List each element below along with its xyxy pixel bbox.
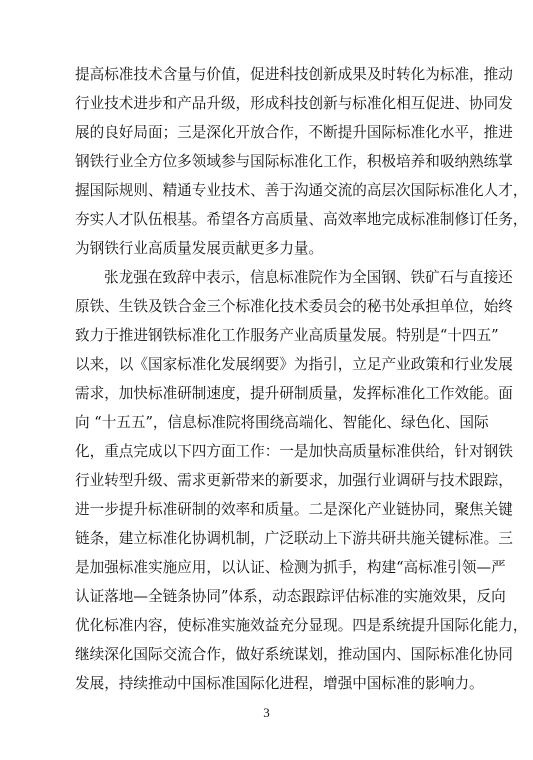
text-line: 化，重点完成以下四方面工作：一是加快高质量标准供给，针对钢铁 xyxy=(75,443,513,460)
text-line: 提高标准技术含量与价值，促进科技创新成果及时转化为标准，推动 xyxy=(75,66,513,83)
text-line: 握国际规则、精通专业技术、善于沟通交流的高层次国际标准化人才， xyxy=(75,182,528,199)
text-line: 行业技术进步和产品升级，形成科技创新与标准化相互促进、协同发 xyxy=(75,95,513,112)
text-line: 向 “十五五”，信息标准院将围绕高端化、智能化、绿色化、国际 xyxy=(75,414,489,431)
text-line: 优化标准内容，使标准实施效益充分显现。四是系统提升国际化能力， xyxy=(75,617,528,634)
text-line: 以来，以《国家标准化发展纲要》为指引，立足产业政策和行业发展 xyxy=(75,356,513,373)
text-line: 原铁、生铁及铁合金三个标准化技术委员会的秘书处承担单位，始终 xyxy=(75,298,513,315)
paragraph-2 xyxy=(75,263,528,698)
text-line: 发展，持续推动中国标准国际化进程，增强中国标准的影响力。 xyxy=(75,675,484,692)
text-line: 需求，加快标准研制速度，提升研制质量，发挥标准化工作效能。面 xyxy=(75,385,513,402)
text-line: 致力于推进钢铁标准化工作服务产业高质量发展。特别是“十四五” xyxy=(75,327,499,344)
text-line: 进一步提升标准研制的效率和质量。二是深化产业链协同，聚焦关键 xyxy=(75,501,513,518)
text-line: 继续深化国际交流合作，做好系统谋划，推动国内、国际标准化协同 xyxy=(75,646,513,663)
text-line: 链条，建立标准化协调机制，广泛联动上下游共研共施关键标准。三 xyxy=(75,530,513,547)
text-line: 为钢铁行业高质量发展贡献更多力量。 xyxy=(75,240,324,257)
paragraph-1 xyxy=(75,60,528,263)
text-line: 夯实人才队伍根基。希望各方高质量、高效率地完成标准制修订任务， xyxy=(75,211,528,228)
text-line: 张龙强在致辞中表示，信息标准院作为全国钢、铁矿石与直接还 xyxy=(104,269,513,286)
page-number: 3 xyxy=(263,705,270,720)
body-text xyxy=(75,60,528,698)
text-line: 行业转型升级、需求更新带来的新要求，加强行业调研与技术跟踪， xyxy=(75,472,513,489)
text-line: 展的良好局面；三是深化开放合作，不断提升国际标准化水平，推进 xyxy=(75,124,513,141)
text-line: 钢铁行业全方位多领域参与国际标准化工作，积极培养和吸纳熟练掌 xyxy=(75,153,513,170)
text-line: 认证落地—全链条协同”体系，动态跟踪评估标准的实施效果，反向 xyxy=(75,588,506,605)
text-line: 是加强标准实施应用，以认证、检测为抓手，构建“高标准引领—严 xyxy=(75,559,506,576)
